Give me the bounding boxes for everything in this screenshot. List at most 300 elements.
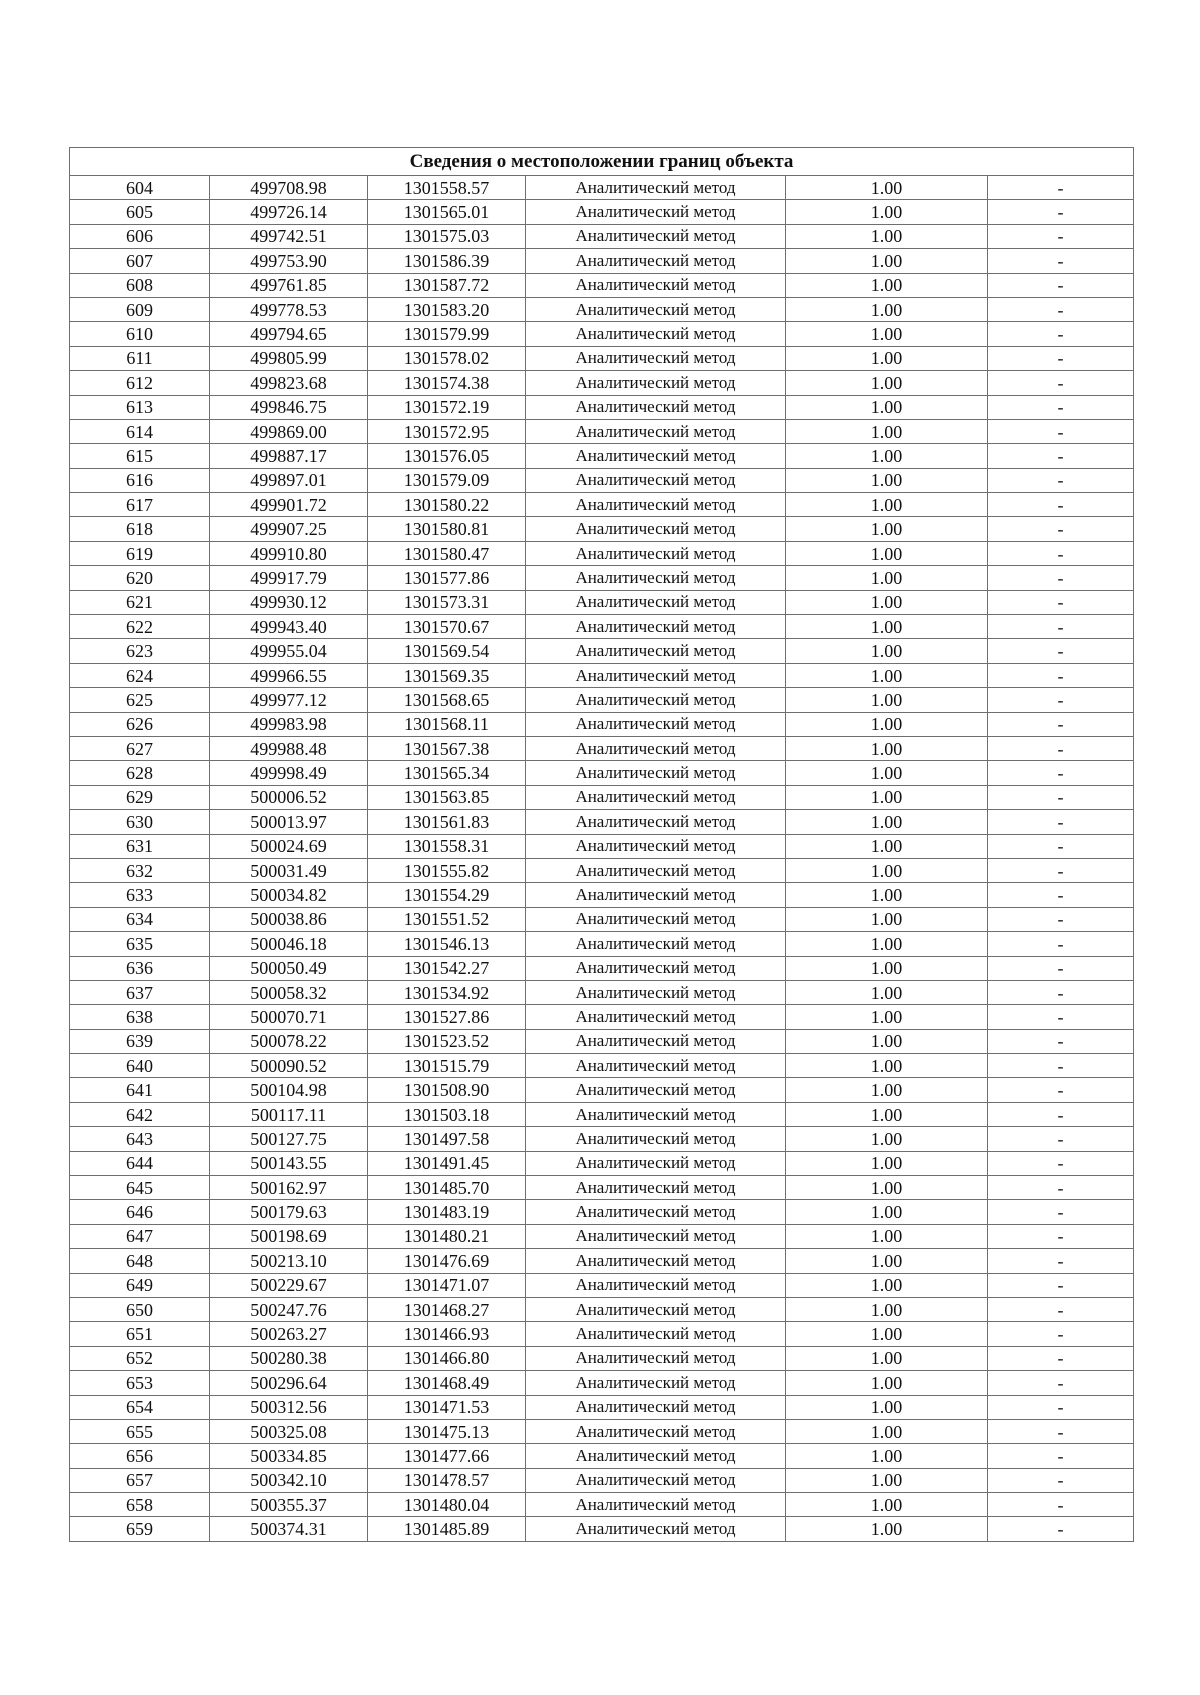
- accuracy-cell: 1.00: [786, 1371, 988, 1395]
- coordinate-y-cell: 1301573.31: [368, 590, 526, 614]
- coordinate-x-cell: 499988.48: [210, 736, 368, 760]
- point-number-cell: 629: [70, 785, 210, 809]
- determination-method-cell: Аналитический метод: [526, 419, 786, 443]
- coordinate-x-cell: 500296.64: [210, 1371, 368, 1395]
- coordinate-y-cell: 1301485.70: [368, 1176, 526, 1200]
- table-row: [70, 1078, 1134, 1102]
- coordinate-y-cell: 1301483.19: [368, 1200, 526, 1224]
- coordinate-y-cell: 1301480.04: [368, 1493, 526, 1517]
- table-row: [70, 273, 1134, 297]
- coordinate-y-cell: 1301574.38: [368, 371, 526, 395]
- description-cell: -: [988, 224, 1134, 248]
- determination-method-cell: Аналитический метод: [526, 517, 786, 541]
- table-row: [70, 200, 1134, 224]
- coordinate-x-cell: 500143.55: [210, 1151, 368, 1175]
- table-row: [70, 1224, 1134, 1248]
- point-number-cell: 609: [70, 297, 210, 321]
- description-cell: -: [988, 834, 1134, 858]
- point-number-cell: 642: [70, 1102, 210, 1126]
- accuracy-cell: 1.00: [786, 1468, 988, 1492]
- table-row: [70, 663, 1134, 687]
- description-cell: -: [988, 176, 1134, 200]
- table-row: [70, 1371, 1134, 1395]
- point-number-cell: 608: [70, 273, 210, 297]
- table-row: [70, 1102, 1134, 1126]
- description-cell: -: [988, 1029, 1134, 1053]
- determination-method-cell: Аналитический метод: [526, 615, 786, 639]
- accuracy-cell: 1.00: [786, 517, 988, 541]
- determination-method-cell: Аналитический метод: [526, 371, 786, 395]
- determination-method-cell: Аналитический метод: [526, 1273, 786, 1297]
- determination-method-cell: Аналитический метод: [526, 1419, 786, 1443]
- coordinate-y-cell: 1301534.92: [368, 980, 526, 1004]
- coordinate-y-cell: 1301565.34: [368, 761, 526, 785]
- description-cell: -: [988, 810, 1134, 834]
- coordinate-y-cell: 1301572.19: [368, 395, 526, 419]
- accuracy-cell: 1.00: [786, 810, 988, 834]
- accuracy-cell: 1.00: [786, 1493, 988, 1517]
- accuracy-cell: 1.00: [786, 419, 988, 443]
- coordinate-x-cell: 500179.63: [210, 1200, 368, 1224]
- coordinate-y-cell: 1301546.13: [368, 932, 526, 956]
- coordinate-y-cell: 1301468.27: [368, 1297, 526, 1321]
- table-row: [70, 980, 1134, 1004]
- point-number-cell: 639: [70, 1029, 210, 1053]
- description-cell: -: [988, 444, 1134, 468]
- point-number-cell: 633: [70, 883, 210, 907]
- coordinate-x-cell: 500058.32: [210, 980, 368, 1004]
- point-number-cell: 618: [70, 517, 210, 541]
- coordinate-y-cell: 1301578.02: [368, 346, 526, 370]
- coordinate-x-cell: 499910.80: [210, 541, 368, 565]
- description-cell: -: [988, 1395, 1134, 1419]
- table-row: [70, 1493, 1134, 1517]
- point-number-cell: 640: [70, 1054, 210, 1078]
- coordinate-x-cell: 499726.14: [210, 200, 368, 224]
- table-row: [70, 1151, 1134, 1175]
- table-row: [70, 615, 1134, 639]
- accuracy-cell: 1.00: [786, 297, 988, 321]
- coordinate-y-cell: 1301577.86: [368, 566, 526, 590]
- point-number-cell: 646: [70, 1200, 210, 1224]
- table-row: [70, 322, 1134, 346]
- coordinate-x-cell: 499805.99: [210, 346, 368, 370]
- table-row: [70, 883, 1134, 907]
- accuracy-cell: 1.00: [786, 1346, 988, 1370]
- coordinate-y-cell: 1301567.38: [368, 736, 526, 760]
- coordinate-x-cell: 500038.86: [210, 907, 368, 931]
- point-number-cell: 652: [70, 1346, 210, 1370]
- description-cell: -: [988, 371, 1134, 395]
- coordinate-y-cell: 1301580.81: [368, 517, 526, 541]
- coordinate-y-cell: 1301554.29: [368, 883, 526, 907]
- description-cell: -: [988, 322, 1134, 346]
- coordinate-x-cell: 499823.68: [210, 371, 368, 395]
- accuracy-cell: 1.00: [786, 858, 988, 882]
- determination-method-cell: Аналитический метод: [526, 736, 786, 760]
- coordinate-y-cell: 1301485.89: [368, 1517, 526, 1541]
- point-number-cell: 607: [70, 249, 210, 273]
- table-row: [70, 1444, 1134, 1468]
- coordinate-y-cell: 1301565.01: [368, 200, 526, 224]
- point-number-cell: 624: [70, 663, 210, 687]
- point-number-cell: 653: [70, 1371, 210, 1395]
- description-cell: -: [988, 1273, 1134, 1297]
- description-cell: -: [988, 785, 1134, 809]
- accuracy-cell: 1.00: [786, 1395, 988, 1419]
- point-number-cell: 638: [70, 1005, 210, 1029]
- accuracy-cell: 1.00: [786, 346, 988, 370]
- description-cell: -: [988, 1005, 1134, 1029]
- accuracy-cell: 1.00: [786, 1297, 988, 1321]
- determination-method-cell: Аналитический метод: [526, 785, 786, 809]
- point-number-cell: 655: [70, 1419, 210, 1443]
- determination-method-cell: Аналитический метод: [526, 297, 786, 321]
- coordinate-y-cell: 1301579.99: [368, 322, 526, 346]
- description-cell: -: [988, 883, 1134, 907]
- description-cell: -: [988, 297, 1134, 321]
- determination-method-cell: Аналитический метод: [526, 932, 786, 956]
- description-cell: -: [988, 615, 1134, 639]
- table-row: [70, 1029, 1134, 1053]
- table-row: [70, 566, 1134, 590]
- point-number-cell: 644: [70, 1151, 210, 1175]
- table-row: [70, 639, 1134, 663]
- coordinate-x-cell: 499998.49: [210, 761, 368, 785]
- table-row: [70, 176, 1134, 200]
- table-row: [70, 468, 1134, 492]
- description-cell: -: [988, 517, 1134, 541]
- point-number-cell: 632: [70, 858, 210, 882]
- coordinate-x-cell: 500229.67: [210, 1273, 368, 1297]
- description-cell: -: [988, 1054, 1134, 1078]
- determination-method-cell: Аналитический метод: [526, 956, 786, 980]
- determination-method-cell: Аналитический метод: [526, 1346, 786, 1370]
- table-row: [70, 1346, 1134, 1370]
- point-number-cell: 611: [70, 346, 210, 370]
- determination-method-cell: Аналитический метод: [526, 663, 786, 687]
- accuracy-cell: 1.00: [786, 371, 988, 395]
- description-cell: -: [988, 1468, 1134, 1492]
- table-row: [70, 395, 1134, 419]
- table-row: [70, 907, 1134, 931]
- accuracy-cell: 1.00: [786, 590, 988, 614]
- determination-method-cell: Аналитический метод: [526, 468, 786, 492]
- accuracy-cell: 1.00: [786, 1322, 988, 1346]
- coordinate-y-cell: 1301527.86: [368, 1005, 526, 1029]
- accuracy-cell: 1.00: [786, 712, 988, 736]
- point-number-cell: 620: [70, 566, 210, 590]
- coordinate-x-cell: 500031.49: [210, 858, 368, 882]
- table-row: [70, 810, 1134, 834]
- point-number-cell: 630: [70, 810, 210, 834]
- coordinate-x-cell: 500024.69: [210, 834, 368, 858]
- coordinate-x-cell: 500104.98: [210, 1078, 368, 1102]
- coordinate-y-cell: 1301570.67: [368, 615, 526, 639]
- table-row: [70, 956, 1134, 980]
- accuracy-cell: 1.00: [786, 761, 988, 785]
- table-row: [70, 1176, 1134, 1200]
- determination-method-cell: Аналитический метод: [526, 1517, 786, 1541]
- table-row: [70, 858, 1134, 882]
- coordinate-x-cell: 500213.10: [210, 1249, 368, 1273]
- coordinate-x-cell: 500198.69: [210, 1224, 368, 1248]
- determination-method-cell: Аналитический метод: [526, 1176, 786, 1200]
- determination-method-cell: Аналитический метод: [526, 834, 786, 858]
- coordinate-x-cell: 500127.75: [210, 1127, 368, 1151]
- coordinate-x-cell: 500006.52: [210, 785, 368, 809]
- coordinate-x-cell: 500247.76: [210, 1297, 368, 1321]
- point-number-cell: 604: [70, 176, 210, 200]
- coordinate-x-cell: 500078.22: [210, 1029, 368, 1053]
- accuracy-cell: 1.00: [786, 1249, 988, 1273]
- coordinate-y-cell: 1301561.83: [368, 810, 526, 834]
- determination-method-cell: Аналитический метод: [526, 1005, 786, 1029]
- description-cell: -: [988, 688, 1134, 712]
- accuracy-cell: 1.00: [786, 493, 988, 517]
- coordinate-y-cell: 1301478.57: [368, 1468, 526, 1492]
- determination-method-cell: Аналитический метод: [526, 224, 786, 248]
- description-cell: -: [988, 639, 1134, 663]
- accuracy-cell: 1.00: [786, 1224, 988, 1248]
- determination-method-cell: Аналитический метод: [526, 346, 786, 370]
- determination-method-cell: Аналитический метод: [526, 1322, 786, 1346]
- coordinate-y-cell: 1301491.45: [368, 1151, 526, 1175]
- point-number-cell: 635: [70, 932, 210, 956]
- coordinate-x-cell: 499977.12: [210, 688, 368, 712]
- description-cell: -: [988, 419, 1134, 443]
- coordinate-y-cell: 1301508.90: [368, 1078, 526, 1102]
- point-number-cell: 643: [70, 1127, 210, 1151]
- determination-method-cell: Аналитический метод: [526, 200, 786, 224]
- coordinate-x-cell: 499753.90: [210, 249, 368, 273]
- coordinate-x-cell: 500263.27: [210, 1322, 368, 1346]
- accuracy-cell: 1.00: [786, 566, 988, 590]
- point-number-cell: 623: [70, 639, 210, 663]
- point-number-cell: 617: [70, 493, 210, 517]
- coordinate-x-cell: 500325.08: [210, 1419, 368, 1443]
- table-row: [70, 297, 1134, 321]
- description-cell: -: [988, 200, 1134, 224]
- coordinate-x-cell: 499930.12: [210, 590, 368, 614]
- coordinate-x-cell: 499708.98: [210, 176, 368, 200]
- coordinate-x-cell: 499846.75: [210, 395, 368, 419]
- determination-method-cell: Аналитический метод: [526, 395, 786, 419]
- determination-method-cell: Аналитический метод: [526, 541, 786, 565]
- accuracy-cell: 1.00: [786, 249, 988, 273]
- accuracy-cell: 1.00: [786, 1517, 988, 1541]
- table-row: [70, 1517, 1134, 1541]
- coordinate-x-cell: 499887.17: [210, 444, 368, 468]
- table-row: [70, 1297, 1134, 1321]
- table-row: [70, 1395, 1134, 1419]
- point-number-cell: 634: [70, 907, 210, 931]
- point-number-cell: 622: [70, 615, 210, 639]
- accuracy-cell: 1.00: [786, 736, 988, 760]
- determination-method-cell: Аналитический метод: [526, 176, 786, 200]
- determination-method-cell: Аналитический метод: [526, 1224, 786, 1248]
- table-row: [70, 224, 1134, 248]
- determination-method-cell: Аналитический метод: [526, 1029, 786, 1053]
- coordinate-y-cell: 1301568.65: [368, 688, 526, 712]
- accuracy-cell: 1.00: [786, 956, 988, 980]
- table-row: [70, 688, 1134, 712]
- coordinate-x-cell: 500013.97: [210, 810, 368, 834]
- point-number-cell: 605: [70, 200, 210, 224]
- table-row: [70, 712, 1134, 736]
- table-row: [70, 1419, 1134, 1443]
- boundary-coordinates-table: [69, 147, 1134, 1542]
- coordinate-x-cell: 499966.55: [210, 663, 368, 687]
- determination-method-cell: Аналитический метод: [526, 980, 786, 1004]
- accuracy-cell: 1.00: [786, 883, 988, 907]
- determination-method-cell: Аналитический метод: [526, 1200, 786, 1224]
- coordinate-y-cell: 1301558.31: [368, 834, 526, 858]
- point-number-cell: 648: [70, 1249, 210, 1273]
- table-row: [70, 493, 1134, 517]
- accuracy-cell: 1.00: [786, 1176, 988, 1200]
- accuracy-cell: 1.00: [786, 273, 988, 297]
- coordinate-y-cell: 1301568.11: [368, 712, 526, 736]
- description-cell: -: [988, 663, 1134, 687]
- point-number-cell: 659: [70, 1517, 210, 1541]
- determination-method-cell: Аналитический метод: [526, 639, 786, 663]
- accuracy-cell: 1.00: [786, 1419, 988, 1443]
- description-cell: -: [988, 1297, 1134, 1321]
- point-number-cell: 651: [70, 1322, 210, 1346]
- table-row: [70, 1273, 1134, 1297]
- coordinate-y-cell: 1301575.03: [368, 224, 526, 248]
- coordinate-y-cell: 1301572.95: [368, 419, 526, 443]
- table-row: [70, 1249, 1134, 1273]
- accuracy-cell: 1.00: [786, 1200, 988, 1224]
- accuracy-cell: 1.00: [786, 444, 988, 468]
- table-row: [70, 590, 1134, 614]
- coordinate-y-cell: 1301471.07: [368, 1273, 526, 1297]
- point-number-cell: 610: [70, 322, 210, 346]
- table-body: [70, 176, 1134, 1542]
- table-row: [70, 444, 1134, 468]
- point-number-cell: 614: [70, 419, 210, 443]
- accuracy-cell: 1.00: [786, 932, 988, 956]
- coordinate-y-cell: 1301580.22: [368, 493, 526, 517]
- determination-method-cell: Аналитический метод: [526, 249, 786, 273]
- table-row: [70, 761, 1134, 785]
- description-cell: -: [988, 1517, 1134, 1541]
- table-row: [70, 419, 1134, 443]
- coordinate-x-cell: 500070.71: [210, 1005, 368, 1029]
- description-cell: -: [988, 907, 1134, 931]
- coordinate-x-cell: 500117.11: [210, 1102, 368, 1126]
- point-number-cell: 641: [70, 1078, 210, 1102]
- description-cell: -: [988, 761, 1134, 785]
- coordinate-y-cell: 1301475.13: [368, 1419, 526, 1443]
- determination-method-cell: Аналитический метод: [526, 1493, 786, 1517]
- determination-method-cell: Аналитический метод: [526, 1371, 786, 1395]
- point-number-cell: 606: [70, 224, 210, 248]
- coordinate-y-cell: 1301569.54: [368, 639, 526, 663]
- description-cell: -: [988, 1493, 1134, 1517]
- accuracy-cell: 1.00: [786, 224, 988, 248]
- coordinate-y-cell: 1301480.21: [368, 1224, 526, 1248]
- accuracy-cell: 1.00: [786, 322, 988, 346]
- coordinate-y-cell: 1301555.82: [368, 858, 526, 882]
- determination-method-cell: Аналитический метод: [526, 1468, 786, 1492]
- determination-method-cell: Аналитический метод: [526, 444, 786, 468]
- table-row: [70, 1005, 1134, 1029]
- coordinate-y-cell: 1301523.52: [368, 1029, 526, 1053]
- coordinate-x-cell: 499778.53: [210, 297, 368, 321]
- coordinate-x-cell: 499869.00: [210, 419, 368, 443]
- point-number-cell: 657: [70, 1468, 210, 1492]
- coordinate-y-cell: 1301587.72: [368, 273, 526, 297]
- coordinate-x-cell: 500334.85: [210, 1444, 368, 1468]
- point-number-cell: 615: [70, 444, 210, 468]
- description-cell: -: [988, 468, 1134, 492]
- accuracy-cell: 1.00: [786, 834, 988, 858]
- point-number-cell: 656: [70, 1444, 210, 1468]
- coordinate-x-cell: 500355.37: [210, 1493, 368, 1517]
- coordinate-y-cell: 1301583.20: [368, 297, 526, 321]
- point-number-cell: 636: [70, 956, 210, 980]
- accuracy-cell: 1.00: [786, 785, 988, 809]
- coordinate-y-cell: 1301576.05: [368, 444, 526, 468]
- determination-method-cell: Аналитический метод: [526, 1127, 786, 1151]
- description-cell: -: [988, 1371, 1134, 1395]
- point-number-cell: 626: [70, 712, 210, 736]
- determination-method-cell: Аналитический метод: [526, 566, 786, 590]
- description-cell: -: [988, 1322, 1134, 1346]
- determination-method-cell: Аналитический метод: [526, 810, 786, 834]
- coordinate-x-cell: 499907.25: [210, 517, 368, 541]
- coordinate-x-cell: 499897.01: [210, 468, 368, 492]
- description-cell: -: [988, 1249, 1134, 1273]
- point-number-cell: 637: [70, 980, 210, 1004]
- coordinate-x-cell: 499901.72: [210, 493, 368, 517]
- accuracy-cell: 1.00: [786, 1029, 988, 1053]
- table-row: [70, 834, 1134, 858]
- coordinate-x-cell: 499742.51: [210, 224, 368, 248]
- point-number-cell: 612: [70, 371, 210, 395]
- accuracy-cell: 1.00: [786, 468, 988, 492]
- coordinate-y-cell: 1301466.93: [368, 1322, 526, 1346]
- accuracy-cell: 1.00: [786, 1273, 988, 1297]
- point-number-cell: 658: [70, 1493, 210, 1517]
- accuracy-cell: 1.00: [786, 1151, 988, 1175]
- description-cell: -: [988, 1127, 1134, 1151]
- coordinate-x-cell: 500046.18: [210, 932, 368, 956]
- accuracy-cell: 1.00: [786, 1005, 988, 1029]
- description-cell: -: [988, 1444, 1134, 1468]
- determination-method-cell: Аналитический метод: [526, 883, 786, 907]
- accuracy-cell: 1.00: [786, 1054, 988, 1078]
- coordinate-x-cell: 499761.85: [210, 273, 368, 297]
- determination-method-cell: Аналитический метод: [526, 688, 786, 712]
- coordinate-y-cell: 1301471.53: [368, 1395, 526, 1419]
- description-cell: -: [988, 395, 1134, 419]
- accuracy-cell: 1.00: [786, 663, 988, 687]
- coordinate-y-cell: 1301542.27: [368, 956, 526, 980]
- point-number-cell: 627: [70, 736, 210, 760]
- coordinate-x-cell: 500374.31: [210, 1517, 368, 1541]
- coordinate-y-cell: 1301558.57: [368, 176, 526, 200]
- determination-method-cell: Аналитический метод: [526, 1151, 786, 1175]
- table-title: Сведения о местоположении границ объекта: [70, 148, 1134, 176]
- table-row: [70, 932, 1134, 956]
- coordinate-y-cell: 1301468.49: [368, 1371, 526, 1395]
- description-cell: -: [988, 1200, 1134, 1224]
- table-row: [70, 1054, 1134, 1078]
